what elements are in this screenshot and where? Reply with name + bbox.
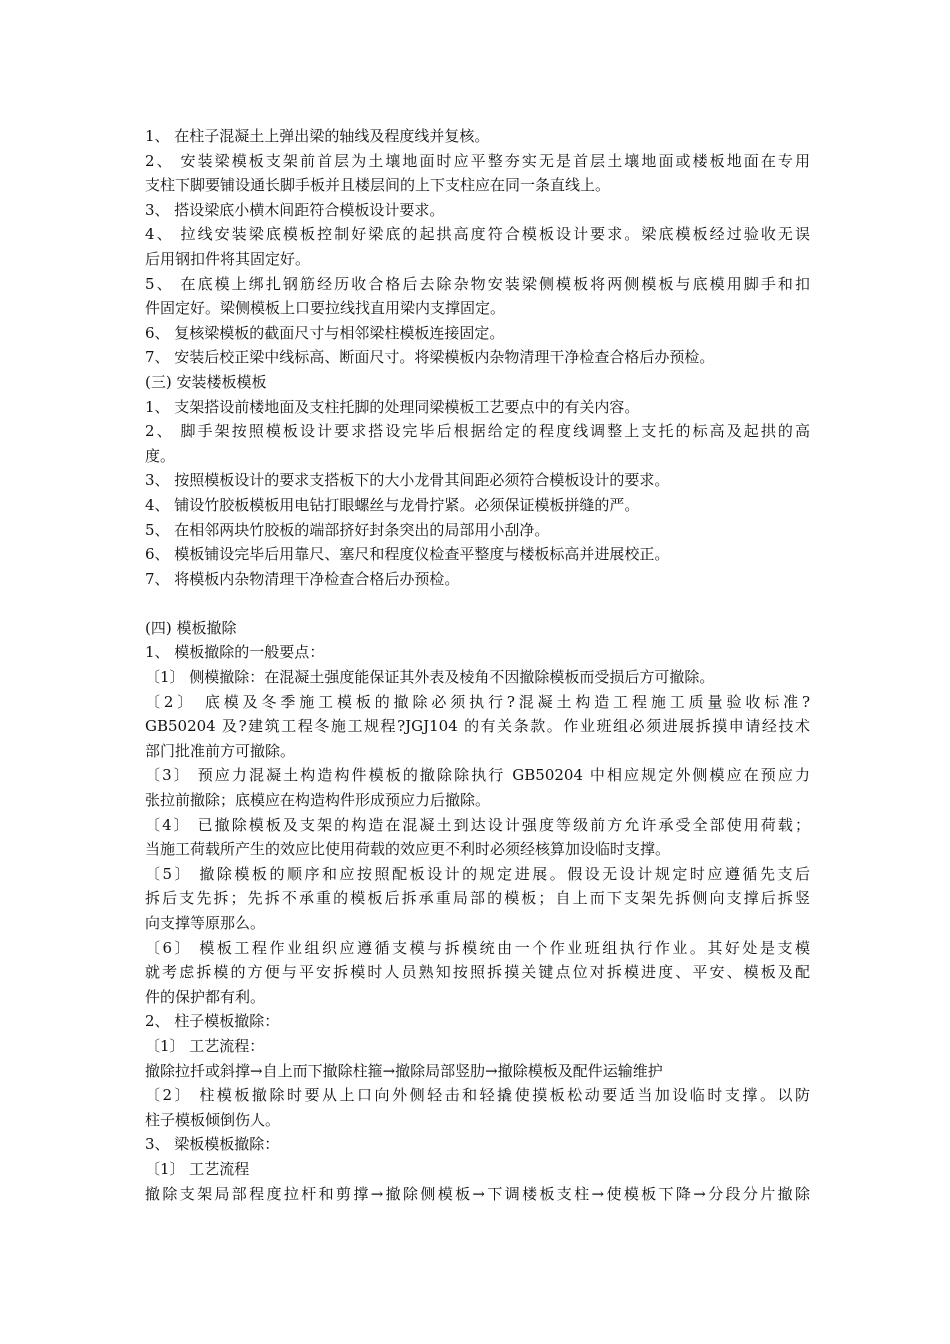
text-line: 1、 在柱子混凝土上弹出梁的轴线及程度线并复核。 xyxy=(145,127,490,145)
text-line: 〔2〕 底模及冬季施工模板的撤除必须执行?混凝土构造工程施工质量验收标准? xyxy=(145,692,810,711)
blank-line xyxy=(145,591,810,616)
text-line: 拆后支先拆；先拆不承重的模板后拆承重局部的模板；自上而下支架先拆侧向支撑后拆竖 xyxy=(145,889,810,908)
text-line: 3、 按照模板设计的要求支搭板下的大小龙骨其间距必须符合模板设计的要求。 xyxy=(145,471,670,490)
text-line: 〔1〕 工艺流程： xyxy=(145,1036,265,1055)
text-line: 3、 梁板模板撤除： xyxy=(145,1135,280,1154)
text-line: 张拉前撤除；底模应在构造构件形成预应力后撤除。 xyxy=(145,791,491,810)
text-line: 2、 脚手架按照模板设计要求搭设完毕后根据给定的程度线调整上支托的标高及起拱的高 xyxy=(145,422,810,441)
text-line: 当施工荷载所产生的效应比使用荷载的效应更不利时必须经核算加设临时支撑。 xyxy=(145,840,671,859)
text-line: 3、 搭设梁底小横木间距符合模板设计要求。 xyxy=(145,200,445,219)
text-line: GB50204 及?建筑工程冬施工规程?JGJ104 的有关条款。作业班组必须进展拆摸申请经技术 xyxy=(145,717,810,736)
text-line: 6、 复核梁模板的截面尺寸与相邻梁柱模板连接固定。 xyxy=(145,323,505,342)
text-line: 撤除拉扦或斜撑→自上而下撤除柱箍→撤除局部竖肋→撤除模板及配件运输维护 xyxy=(145,1061,663,1080)
text-line: 部门批准前方可撤除。 xyxy=(145,741,296,760)
text-line: 2、 柱子模板撤除： xyxy=(145,1012,280,1031)
text-line: 1、 模板撤除的一般要点： xyxy=(145,643,325,662)
text-line: 〔1〕 侧模撤除：在混凝土强度能保证其外表及棱角不因撤除模板而受损后方可撤除。 xyxy=(145,668,715,687)
text-line: 〔3〕 预应力混凝土构造构件模板的撤除除执行 GB50204 中相应规定外侧模应在预应力 xyxy=(145,766,810,785)
text-line: 〔5〕 撤除模板的顺序和应按照配板设计的规定进展。假设无设计规定时应遵循先支后 xyxy=(145,864,810,883)
document-page xyxy=(145,124,810,1206)
text-line: 柱子模板倾倒伤人。 xyxy=(145,1110,281,1129)
text-line: 〔2〕 柱模板撤除时要从上口向外侧轻击和轻撬使摸板松动要适当加设临时支撑。以防 xyxy=(145,1086,810,1105)
text-line: 〔6〕 模板工程作业组织应遵循支模与拆模统由一个作业班组执行作业。其好处是支模 xyxy=(145,938,810,957)
text-line: 向支撑等原那么。 xyxy=(145,914,266,932)
text-line: 度。 xyxy=(145,446,176,465)
text-line: 撤除支架局部程度拉杆和剪撑→撤除侧模板→下调楼板支柱→使模板下降→分段分片撤除 xyxy=(145,1184,810,1203)
text-line: 件固定好。梁侧模板上口要拉线找直用梁内支撑固定。 xyxy=(145,299,506,318)
text-line: 5、 在相邻两块竹胶板的端部挤好封条突出的局部用小刮净。 xyxy=(145,520,550,539)
text-line: 4、 拉线安装梁底模板控制好梁底的起拱高度符合模板设计要求。梁底模板经过验收无误 xyxy=(145,225,810,244)
text-line: 支柱下脚要铺设通长脚手板并且楼层间的上下支柱应在同一条直线上。 xyxy=(145,176,611,195)
text-line: 7、 将模板内杂物清理干净检查合格后办预检。 xyxy=(145,569,460,588)
text-line: 6、 模板铺设完毕后用靠尺、塞尺和程度仪检查平整度与楼板标高并进展校正。 xyxy=(145,545,670,564)
text-line: 1、 支架搭设前楼地面及支柱托脚的处理同梁模板工艺要点中的有关内容。 xyxy=(145,397,640,416)
text-line: 4、 铺设竹胶板模板用电钻打眼螺丝与龙骨拧紧。必须保证模板拼缝的严。 xyxy=(145,495,640,514)
text-line: (四) 模板撤除 xyxy=(145,618,237,637)
text-line: 〔4〕 已撤除模板及支架的构造在混凝土到达设计强度等级前方允许承受全部使用荷载； xyxy=(145,815,810,834)
text-line: 2、 安装梁模板支架前首层为土壤地面时应平整夯实无是首层土壤地面或楼板地面在专用 xyxy=(145,151,810,170)
text-line: 〔1〕 工艺流程 xyxy=(145,1159,250,1178)
text-line: (三) 安装楼板模板 xyxy=(145,372,267,391)
text-line: 5、 在底模上绑扎钢筋经历收合格后去除杂物安装梁侧模板将两侧模板与底模用脚手和扣 xyxy=(145,274,810,293)
text-line: 件的保护都有利。 xyxy=(145,987,266,1006)
text-line: 后用钢扣件将其固定好。 xyxy=(145,249,311,268)
text-line: 就考虑拆模的方便与平安拆模时人员熟知按照拆摸关键点位对拆模进度、平安、模板及配 xyxy=(145,963,810,982)
text-line: 7、 安装后校正梁中线标高、断面尺寸。将梁模板内杂物清理干净检查合格后办预检。 xyxy=(145,348,715,367)
